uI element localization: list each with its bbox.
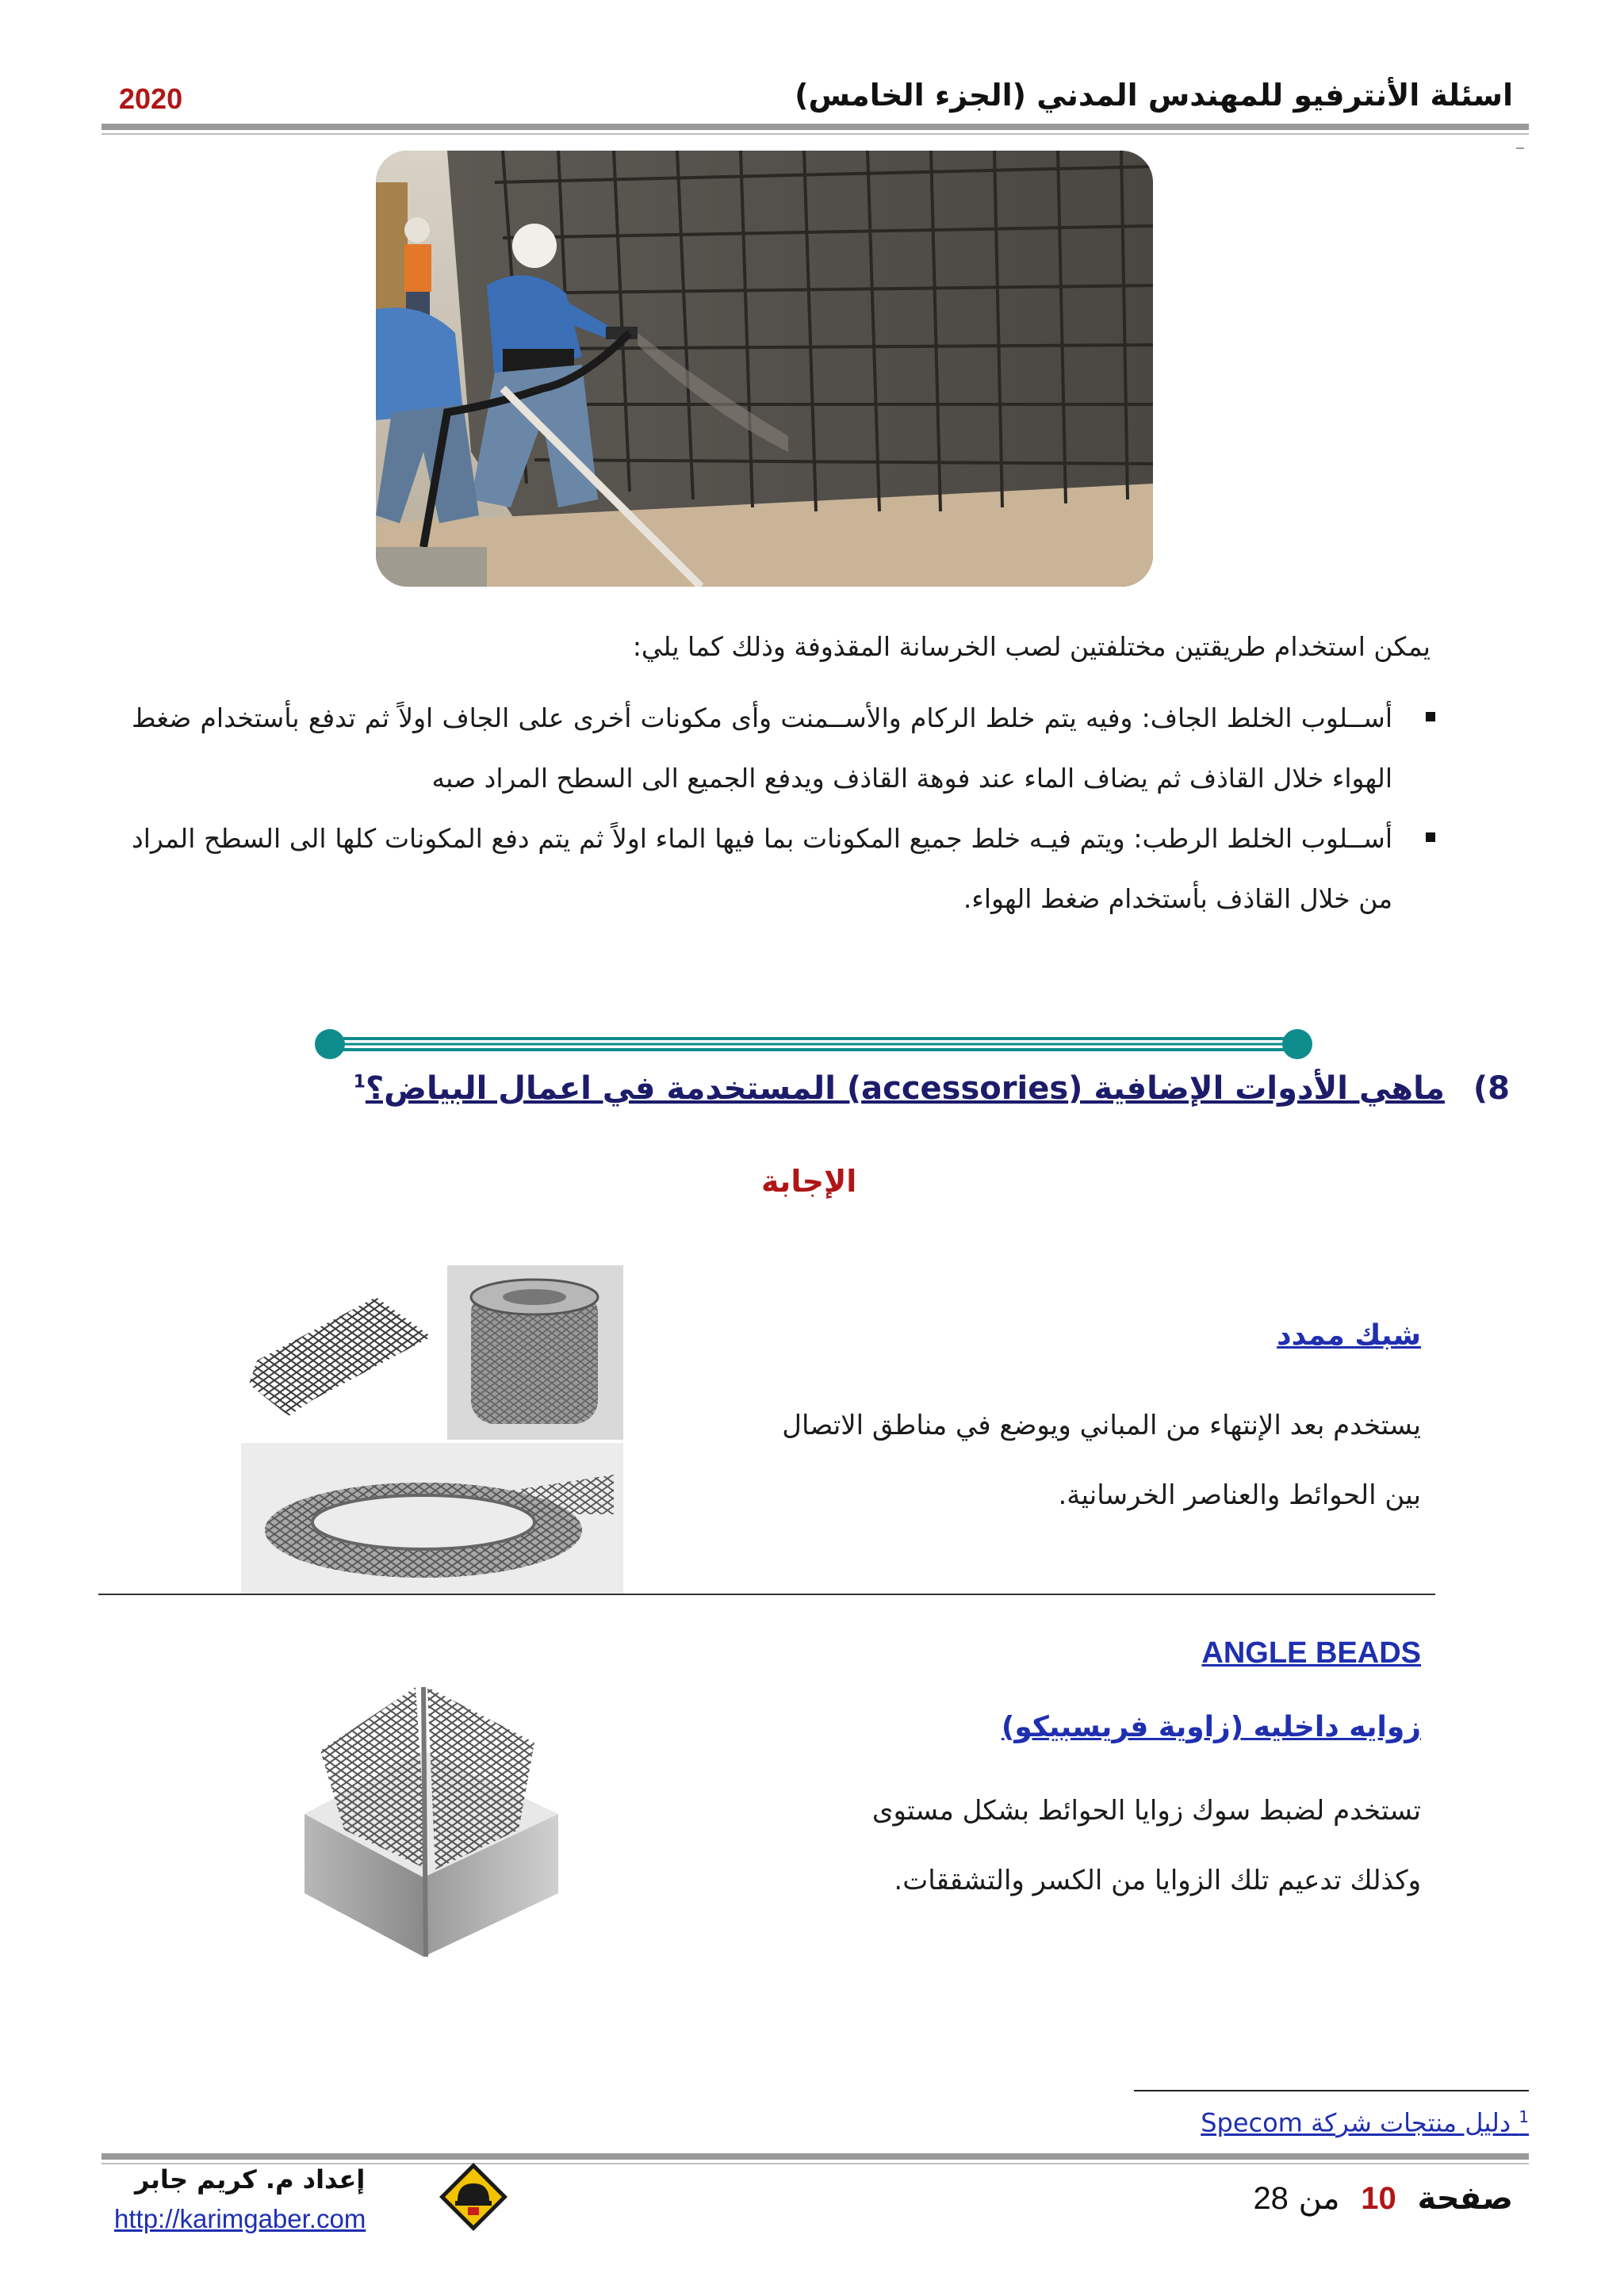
expanded-mesh-angle-image (241, 1265, 441, 1435)
question-heading (354, 1070, 1510, 1107)
author-credit: إعداد م. كريم جابر (135, 2164, 366, 2195)
question-number: 8) (1473, 1070, 1510, 1107)
page-of: من (1298, 2180, 1340, 2217)
header-year: 2020 (119, 82, 183, 115)
page-total: 28 (1253, 2181, 1289, 2216)
page-current: 10 (1361, 2181, 1396, 2216)
header-tick-mark (1516, 147, 1524, 149)
section-rule (98, 1594, 1435, 1595)
header-title: اسئلة الأنترفيو للمهندس المدني (الجزء الخامس) (795, 78, 1513, 113)
footer-rule (102, 2153, 1529, 2160)
mesh-roll-image (447, 1265, 623, 1440)
page-label: صفحة (1417, 2180, 1513, 2217)
answer-label: الإجابة (761, 1164, 857, 1199)
angle-beads-description: تستخدم لضبط سوك زوايا الحوائط بشكل مستوى وكذلك تدعيم تلك الزوايا من الكسر والتشققات. (871, 1795, 1421, 1896)
angle-beads-subtitle[interactable]: زوايه داخليه (زاوية فريسبيكو) (1001, 1711, 1421, 1743)
square-bullet-icon (1426, 832, 1435, 842)
footnote[interactable] (1201, 2107, 1529, 2138)
shotcrete-illustration (376, 151, 1153, 587)
header-rule (102, 124, 1529, 130)
footnote-ref[interactable]: 1 (353, 1072, 366, 1093)
footnote-number: 1 (1519, 2107, 1529, 2126)
angle-bead-image (297, 1671, 566, 1961)
page-number (1253, 2180, 1513, 2217)
section-divider (314, 1027, 1313, 1059)
helmet-diamond-logo (438, 2161, 509, 2233)
list-item-text: أســلوب الخلط الجاف: وفيه يتم خلط الركام والأســمنت وأى مكونات أخرى على الجاف اولاً ثم تدفع بأستخدام ضغط الهواء خلال القاذف ثم يضاف الماء عند فوهة القاذف ويدفع الجميع الى السطح المراد صبه (132, 702, 1392, 794)
footnote-text[interactable]: دليل منتجات شركة Specom (1201, 2107, 1511, 2138)
square-bullet-icon (1426, 712, 1435, 721)
header-rule-thin (102, 133, 1529, 135)
list-item-text: أســلوب الخلط الرطب: ويتم فيـه خلط جميع المكونات بما فيها الماء اولاً ثم يتم دفع المكونات كلها الى السطح المراد من خلال القاذف بأستخدام ضغط الهواء. (132, 823, 1392, 914)
angle-beads-title[interactable]: ANGLE BEADS (1201, 1636, 1421, 1670)
methods-list (132, 688, 1392, 929)
mesh-description: يستخدم بعد الإنتهاء من المباني ويوضع في مناطق الاتصال بين الحوائط والعناصر الخرسانية. (782, 1410, 1421, 1511)
question-text[interactable]: ماهي الأدوات الإضافية (accessories) المستخدمة في اعمال البياض؟ (365, 1070, 1445, 1107)
footnote-rule (1134, 2090, 1529, 2091)
website-link[interactable]: http://karimgaber.com (114, 2204, 366, 2233)
intro-paragraph: يمكن استخدام طريقتين مختلفتين لصب الخرسانة المقذوفة وذلك كما يلي: (632, 631, 1431, 662)
shotcrete-photo (376, 151, 1153, 587)
mesh-coil-image (241, 1443, 623, 1595)
mesh-title[interactable]: شبك ممدد (1277, 1319, 1421, 1352)
list-item-dry-mix (132, 688, 1392, 809)
list-item-wet-mix (132, 809, 1392, 929)
